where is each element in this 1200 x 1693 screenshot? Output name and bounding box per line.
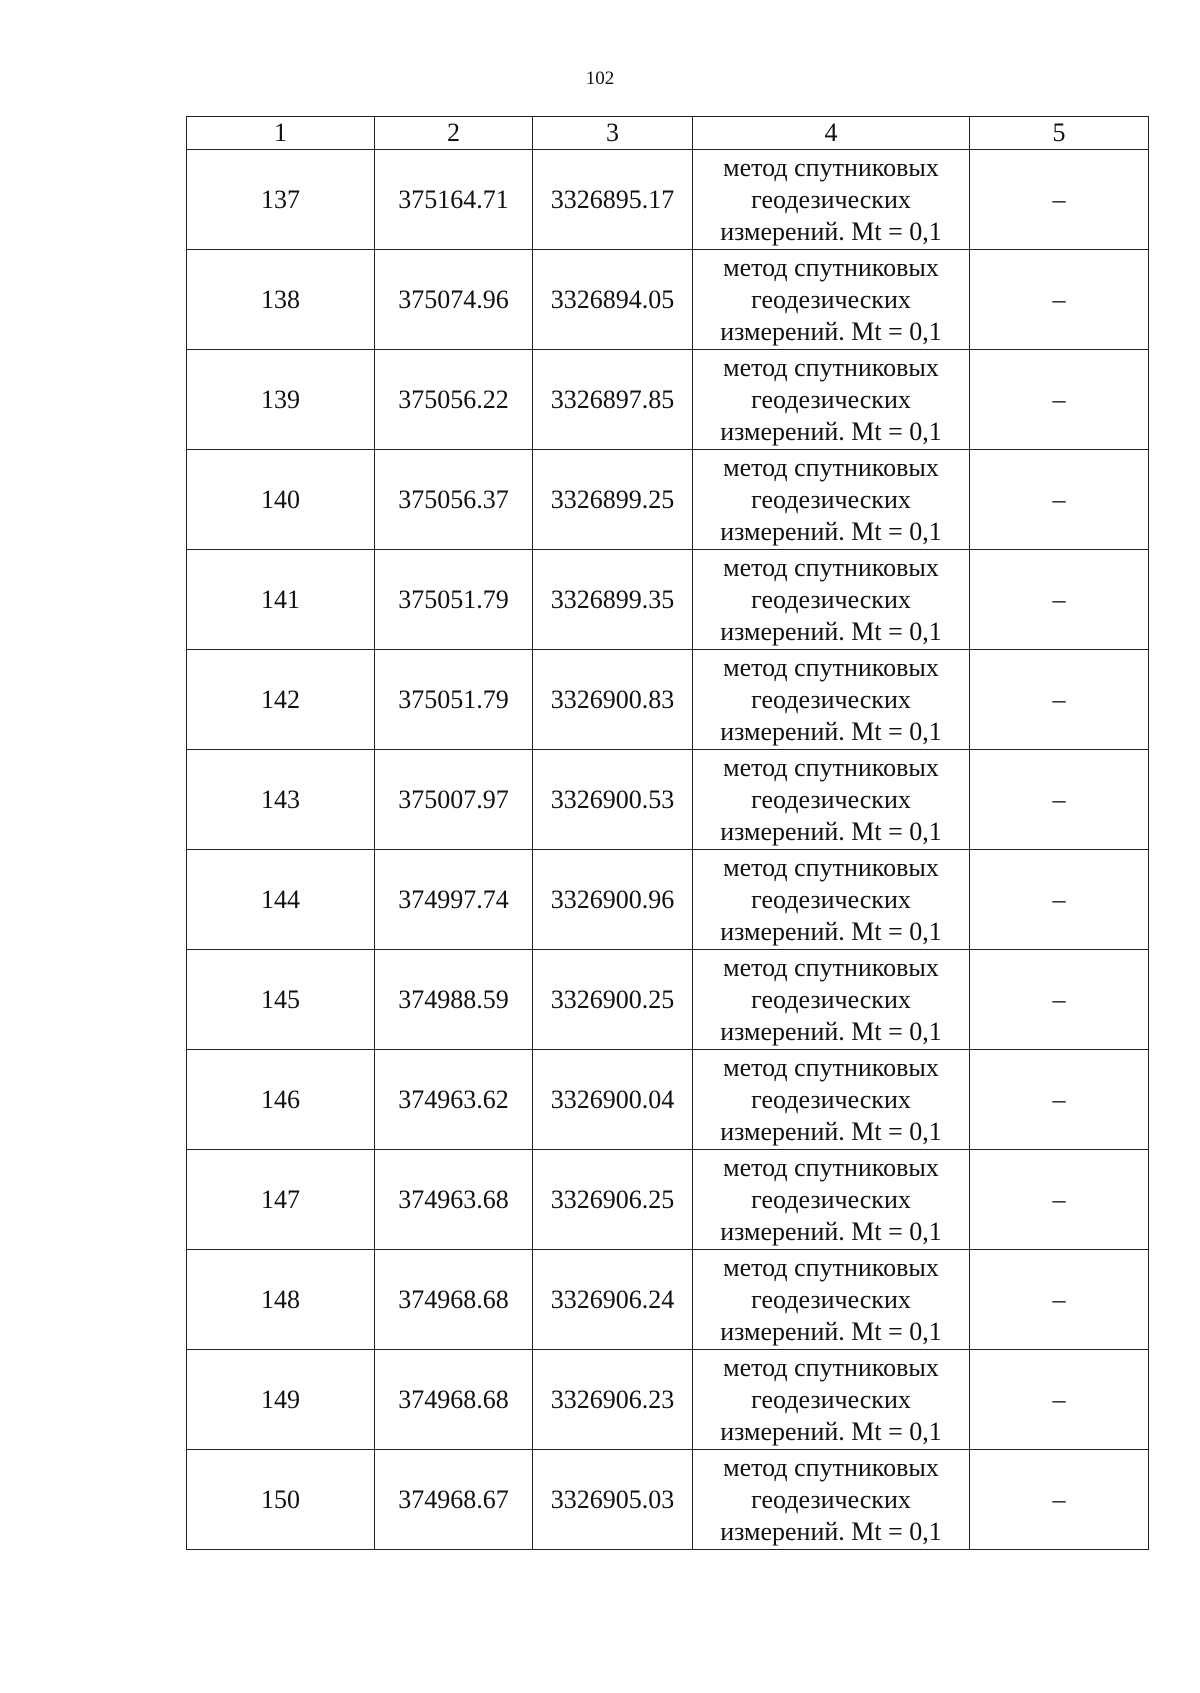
method-text-line: метод спутниковых [723, 752, 939, 782]
note-cell: – [970, 1450, 1149, 1550]
method-text-line: метод спутниковых [723, 152, 939, 182]
method-text-line: измерений. Mt = 0,1 [720, 816, 942, 846]
method-cell [693, 650, 970, 750]
note-cell: – [970, 850, 1149, 950]
method-text-line: метод спутниковых [723, 1252, 939, 1282]
y-coordinate-cell: 3326894.05 [533, 250, 693, 350]
method-cell [693, 1350, 970, 1450]
x-coordinate-cell: 374968.68 [375, 1250, 533, 1350]
x-coordinate-cell: 375056.37 [375, 450, 533, 550]
column-header-1: 1 [187, 117, 375, 150]
point-number-cell: 148 [187, 1250, 375, 1350]
method-text-line: измерений. Mt = 0,1 [720, 916, 942, 946]
method-cell [693, 850, 970, 950]
method-cell [693, 450, 970, 550]
method-text-line: геодезических [751, 484, 911, 514]
table-row [187, 450, 1149, 550]
method-text-line: метод спутниковых [723, 452, 939, 482]
point-number-cell: 145 [187, 950, 375, 1050]
table-row [187, 750, 1149, 850]
method-text-line: геодезических [751, 1284, 911, 1314]
note-cell: – [970, 150, 1149, 250]
column-header-5: 5 [970, 117, 1149, 150]
y-coordinate-cell: 3326900.96 [533, 850, 693, 950]
x-coordinate-cell: 375051.79 [375, 550, 533, 650]
x-coordinate-cell: 374963.62 [375, 1050, 533, 1150]
method-text-line: геодезических [751, 1484, 911, 1514]
y-coordinate-cell: 3326895.17 [533, 150, 693, 250]
method-cell [693, 550, 970, 650]
table-row [187, 150, 1149, 250]
method-text-line: геодезических [751, 184, 911, 214]
table-row [187, 1450, 1149, 1550]
method-text-line: метод спутниковых [723, 352, 939, 382]
method-text-line: метод спутниковых [723, 952, 939, 982]
method-text-line: метод спутниковых [723, 1152, 939, 1182]
y-coordinate-cell: 3326906.23 [533, 1350, 693, 1450]
x-coordinate-cell: 375056.22 [375, 350, 533, 450]
x-coordinate-cell: 374968.67 [375, 1450, 533, 1550]
table-body [187, 150, 1149, 1550]
x-coordinate-cell: 375074.96 [375, 250, 533, 350]
note-cell: – [970, 650, 1149, 750]
method-text-line: измерений. Mt = 0,1 [720, 216, 942, 246]
point-number-cell: 139 [187, 350, 375, 450]
y-coordinate-cell: 3326900.25 [533, 950, 693, 1050]
table-row [187, 850, 1149, 950]
method-text-line: геодезических [751, 584, 911, 614]
note-cell: – [970, 250, 1149, 350]
point-number-cell: 142 [187, 650, 375, 750]
method-text-line: метод спутниковых [723, 252, 939, 282]
method-text-line: геодезических [751, 384, 911, 414]
method-text-line: геодезических [751, 884, 911, 914]
point-number-cell: 150 [187, 1450, 375, 1550]
table-row [187, 950, 1149, 1050]
method-text-line: измерений. Mt = 0,1 [720, 316, 942, 346]
method-text-line: геодезических [751, 1184, 911, 1214]
method-cell [693, 150, 970, 250]
table-header [187, 117, 1149, 150]
method-text-line: измерений. Mt = 0,1 [720, 1316, 942, 1346]
note-cell: – [970, 1250, 1149, 1350]
column-header-2: 2 [375, 117, 533, 150]
point-number-cell: 143 [187, 750, 375, 850]
y-coordinate-cell: 3326900.04 [533, 1050, 693, 1150]
method-text-line: метод спутниковых [723, 1352, 939, 1382]
method-text-line: измерений. Mt = 0,1 [720, 716, 942, 746]
column-header-4: 4 [693, 117, 970, 150]
method-text-line: измерений. Mt = 0,1 [720, 1116, 942, 1146]
y-coordinate-cell: 3326899.35 [533, 550, 693, 650]
point-number-cell: 144 [187, 850, 375, 950]
x-coordinate-cell: 374963.68 [375, 1150, 533, 1250]
note-cell: – [970, 950, 1149, 1050]
method-text-line: метод спутниковых [723, 552, 939, 582]
x-coordinate-cell: 375051.79 [375, 650, 533, 750]
method-text-line: метод спутниковых [723, 1052, 939, 1082]
table-row [187, 1050, 1149, 1150]
y-coordinate-cell: 3326897.85 [533, 350, 693, 450]
note-cell: – [970, 1350, 1149, 1450]
method-text-line: геодезических [751, 284, 911, 314]
x-coordinate-cell: 375007.97 [375, 750, 533, 850]
table-row [187, 250, 1149, 350]
point-number-cell: 141 [187, 550, 375, 650]
table-row [187, 1250, 1149, 1350]
point-number-cell: 137 [187, 150, 375, 250]
method-text-line: измерений. Mt = 0,1 [720, 1016, 942, 1046]
page-number: 102 [585, 68, 615, 89]
method-text-line: геодезических [751, 1384, 911, 1414]
method-text-line: геодезических [751, 984, 911, 1014]
method-cell [693, 1050, 970, 1150]
method-text-line: метод спутниковых [723, 1452, 939, 1482]
note-cell: – [970, 750, 1149, 850]
method-cell [693, 1450, 970, 1550]
method-text-line: метод спутниковых [723, 852, 939, 882]
table-row [187, 1150, 1149, 1250]
header-row [187, 117, 1149, 150]
point-number-cell: 146 [187, 1050, 375, 1150]
method-text-line: измерений. Mt = 0,1 [720, 616, 942, 646]
method-text-line: метод спутниковых [723, 652, 939, 682]
point-number-cell: 149 [187, 1350, 375, 1450]
method-cell [693, 250, 970, 350]
table-row [187, 1350, 1149, 1450]
y-coordinate-cell: 3326899.25 [533, 450, 693, 550]
point-number-cell: 140 [187, 450, 375, 550]
note-cell: – [970, 1150, 1149, 1250]
y-coordinate-cell: 3326905.03 [533, 1450, 693, 1550]
coordinates-table [186, 116, 1149, 1550]
y-coordinate-cell: 3326900.83 [533, 650, 693, 750]
x-coordinate-cell: 375164.71 [375, 150, 533, 250]
method-text-line: геодезических [751, 684, 911, 714]
point-number-cell: 147 [187, 1150, 375, 1250]
method-cell [693, 1250, 970, 1350]
method-text-line: измерений. Mt = 0,1 [720, 416, 942, 446]
note-cell: – [970, 450, 1149, 550]
note-cell: – [970, 550, 1149, 650]
method-cell [693, 750, 970, 850]
x-coordinate-cell: 374968.68 [375, 1350, 533, 1450]
table-row [187, 550, 1149, 650]
y-coordinate-cell: 3326900.53 [533, 750, 693, 850]
note-cell: – [970, 1050, 1149, 1150]
method-text-line: измерений. Mt = 0,1 [720, 1216, 942, 1246]
note-cell: – [970, 350, 1149, 450]
method-text-line: геодезических [751, 1084, 911, 1114]
column-header-3: 3 [533, 117, 693, 150]
method-cell [693, 350, 970, 450]
method-cell [693, 1150, 970, 1250]
y-coordinate-cell: 3326906.24 [533, 1250, 693, 1350]
y-coordinate-cell: 3326906.25 [533, 1150, 693, 1250]
method-text-line: измерений. Mt = 0,1 [720, 1516, 942, 1546]
point-number-cell: 138 [187, 250, 375, 350]
x-coordinate-cell: 374997.74 [375, 850, 533, 950]
table-row [187, 650, 1149, 750]
table-row [187, 350, 1149, 450]
method-cell [693, 950, 970, 1050]
method-text-line: геодезических [751, 784, 911, 814]
method-text-line: измерений. Mt = 0,1 [720, 516, 942, 546]
x-coordinate-cell: 374988.59 [375, 950, 533, 1050]
method-text-line: измерений. Mt = 0,1 [720, 1416, 942, 1446]
